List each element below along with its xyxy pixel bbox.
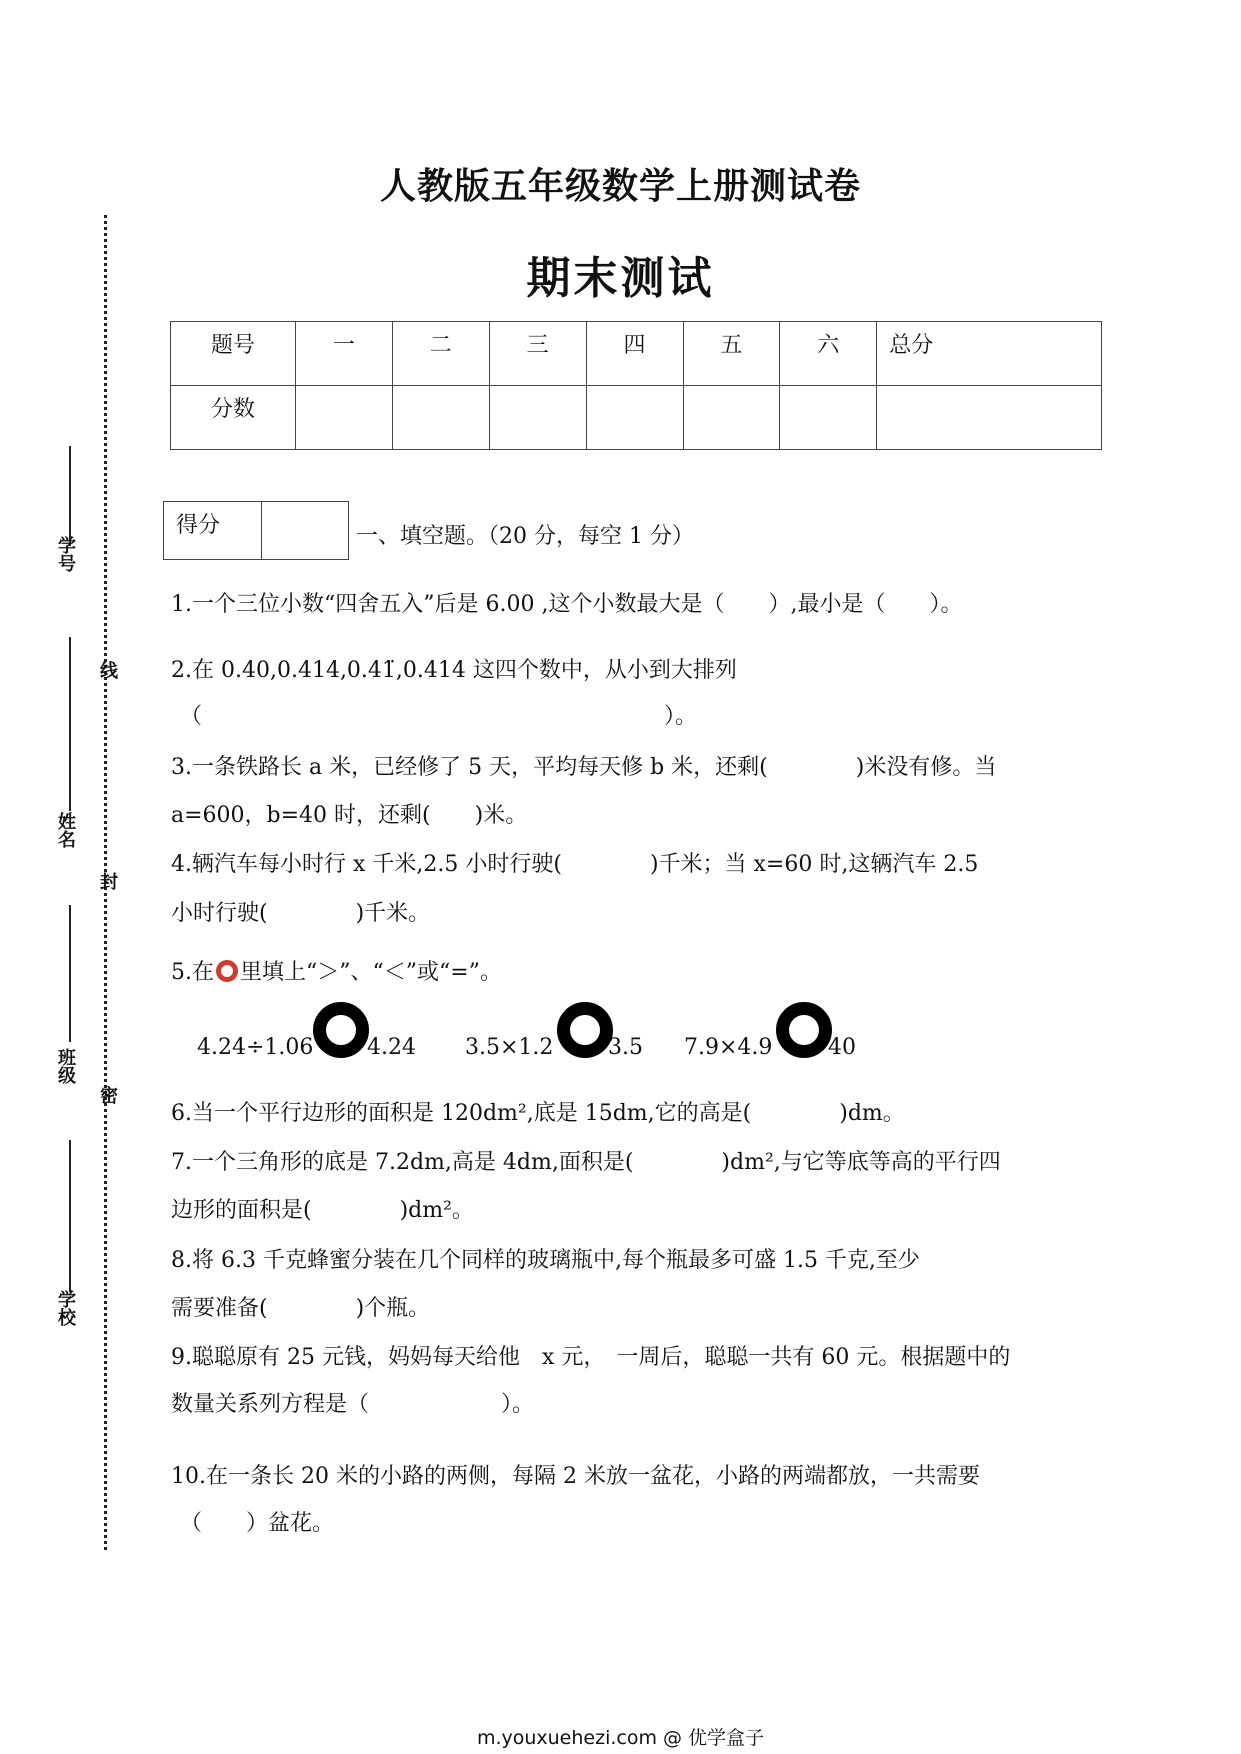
question-7-line-2: 边形的面积是( )dm²。 [171,1198,474,1223]
question-9-line-2: 数量关系列方程是（ ）。 [171,1392,535,1417]
score-header-cell: 题号 [171,322,296,386]
xingming-label: 姓名 [55,812,76,848]
score-header-cell: 六 [780,322,877,386]
score-cell[interactable] [489,386,586,450]
compare-right-2: 3.5 [608,1035,643,1060]
banji-label: 班级 [55,1048,76,1084]
question-1: 1.一个三位小数“四舍五入”后是 6.00 ,这个小数最大是（ ）,最小是（ ）。 [171,592,963,617]
question-5-pre: 5.在 [171,960,214,985]
score-cell[interactable] [296,386,393,450]
compare-left-3: 7.9×4.9 [684,1035,773,1060]
score-table-row-scores [171,386,1102,450]
score-header-cell: 四 [586,322,683,386]
question-10-line-1: 10.在一条长 20 米的小路的两侧，每隔 2 米放一盆花，小路的两端都放，一共需要 [171,1464,980,1489]
seal-char-xian: 线 [97,661,118,679]
question-3-line-2: a=600，b=40 时，还剩( )米。 [171,803,528,828]
seal-char-feng: 封 [97,872,118,890]
score-table-row-header [171,322,1102,386]
score-cell[interactable] [780,386,877,450]
question-8-line-2: 需要准备( )个瓶。 [171,1296,431,1321]
answer-circle-1[interactable] [313,1002,369,1058]
score-cell[interactable] [683,386,780,450]
seal-char-mi: 密 [97,1086,118,1104]
score-header-cell: 总分 [877,322,1102,386]
xingming-line [69,637,71,811]
score-row-label: 分数 [171,386,296,450]
score-header-cell: 二 [392,322,489,386]
compare-left-1: 4.24÷1.06 [197,1035,314,1060]
page-title: 人教版五年级数学上册测试卷 [379,165,861,207]
answer-circle-3[interactable] [776,1002,832,1058]
score-header-cell: 五 [683,322,780,386]
score-header-cell: 三 [489,322,586,386]
score-header-cell: 一 [296,322,393,386]
compare-right-3: 40 [828,1035,856,1060]
question-4-line-2: 小时行驶( )千米。 [171,901,431,926]
question-2-line-1: 2.在 0.40,0.414̇,0.4̇1̈,0.414 这四个数中，从小到大排列 [171,658,737,683]
compare-right-1: 4.24 [367,1035,416,1060]
question-5-post: 里填上“＞”、“＜”或“=”。 [240,960,502,985]
circle-icon [216,960,238,982]
question-5 [171,960,502,984]
question-8-line-1: 8.将 6.3 千克蜂蜜分装在几个同样的玻璃瓶中,每个瓶最多可盛 1.5 千克,至少 [171,1248,920,1273]
score-cell[interactable] [877,386,1102,450]
banji-line [69,905,71,1042]
question-9-line-1: 9.聪聪原有 25 元钱，妈妈每天给他 x 元， 一周后，聪聪一共有 60 元。根据题中的 [171,1345,1011,1370]
question-3-line-1: 3.一条铁路长 a 米，已经修了 5 天，平均每天修 b 米，还剩( )米没有修。当 [171,755,997,780]
xuexiao-label: 学校 [55,1290,76,1326]
xuehao-label: 学号 [55,536,76,572]
footer-watermark: m.youxuehezi.com @ 优学盒子 [476,1727,765,1749]
section-score-box [163,501,349,560]
compare-left-2: 3.5×1.2 [465,1035,554,1060]
question-4-line-1: 4.辆汽车每小时行 x 千米,2.5 小时行驶( )千米；当 x=60 时,这辆汽车 2.5 [171,852,979,877]
xuexiao-line [69,1140,71,1292]
question-7-line-1: 7.一个三角形的底是 7.2dm,高是 4dm,面积是( )dm²,与它等底等高的平行四 [171,1150,1001,1175]
page-subtitle: 期末测试 [526,253,715,304]
question-6: 6.当一个平行边形的面积是 120dm²,底是 15dm,它的高是( )dm。 [171,1101,905,1126]
score-cell[interactable] [392,386,489,450]
score-cell[interactable] [586,386,683,450]
section-score-cell[interactable] [262,502,349,560]
question-10-line-2: （ ）盆花。 [180,1511,335,1536]
section-score-label: 得分 [164,502,262,560]
section-heading: 一、填空题。（20 分，每空 1 分） [356,524,694,549]
answer-circle-2[interactable] [557,1002,613,1058]
question-2-line-2: （ ）。 [180,704,698,729]
score-table [170,321,1102,450]
xuehao-line [69,446,71,546]
